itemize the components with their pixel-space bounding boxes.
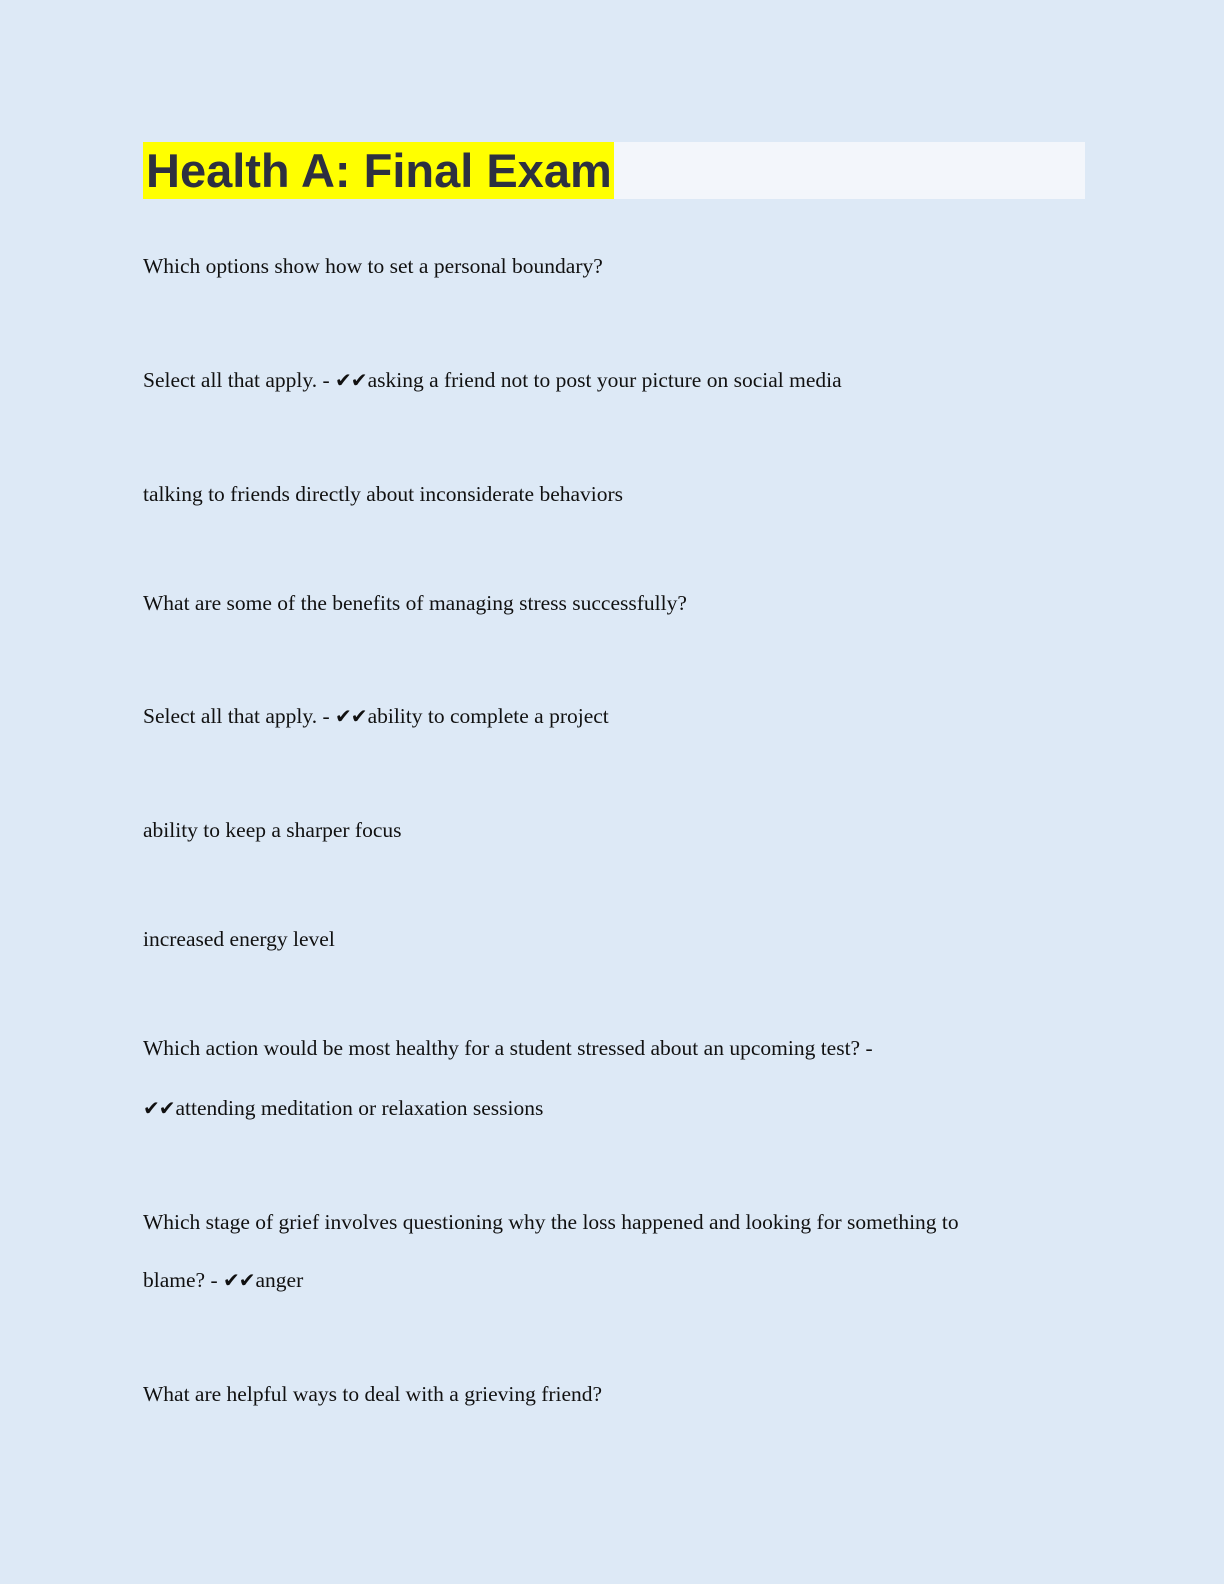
answer-text: increased energy level — [143, 927, 335, 951]
double-check-icon: ✔✔ — [143, 1096, 175, 1120]
question-3-text: Which action would be most healthy for a student stressed about an upcoming test? - — [143, 1036, 873, 1060]
question-5 — [143, 1381, 602, 1407]
answer-text: ability to keep a sharper focus — [143, 818, 402, 842]
question-1 — [143, 253, 603, 279]
question-1-text: Which options show how to set a personal boundary? — [143, 254, 603, 278]
question-4-text: Which stage of grief involves questioning why the loss happened and looking for something to — [143, 1210, 959, 1234]
question-4 — [143, 1209, 959, 1235]
question-3 — [143, 1035, 873, 1061]
answer-text: talking to friends directly about inconsiderate behaviors — [143, 482, 624, 506]
question-2 — [143, 590, 687, 616]
question-2-text: What are some of the benefits of managing stress successfully? — [143, 591, 687, 615]
question-4-answer-line — [143, 1267, 303, 1293]
question-3-answer-line — [143, 1095, 543, 1121]
question-1-answer-2 — [143, 481, 623, 507]
answer-text: anger — [255, 1268, 304, 1292]
question-5-text: What are helpful ways to deal with a grieving friend? — [143, 1382, 603, 1406]
document-title: Health A: Final Exam — [146, 144, 612, 197]
question-2-answer-3 — [143, 926, 335, 952]
answer-text: ability to complete a project — [367, 704, 609, 728]
title-highlight — [143, 142, 614, 199]
question-4-prefix: blame? - — [143, 1268, 223, 1292]
question-2-answer-line — [143, 703, 609, 729]
answer-text: attending meditation or relaxation sessions — [175, 1096, 544, 1120]
double-check-icon: ✔✔ — [335, 368, 367, 392]
double-check-icon: ✔✔ — [223, 1268, 255, 1292]
select-all-prefix: Select all that apply. - — [143, 704, 336, 728]
answer-text: asking a friend not to post your picture on social media — [367, 368, 842, 392]
question-1-answer-line — [143, 367, 842, 393]
double-check-icon: ✔✔ — [335, 704, 367, 728]
question-2-answer-2 — [143, 817, 402, 843]
select-all-prefix: Select all that apply. - — [143, 368, 336, 392]
